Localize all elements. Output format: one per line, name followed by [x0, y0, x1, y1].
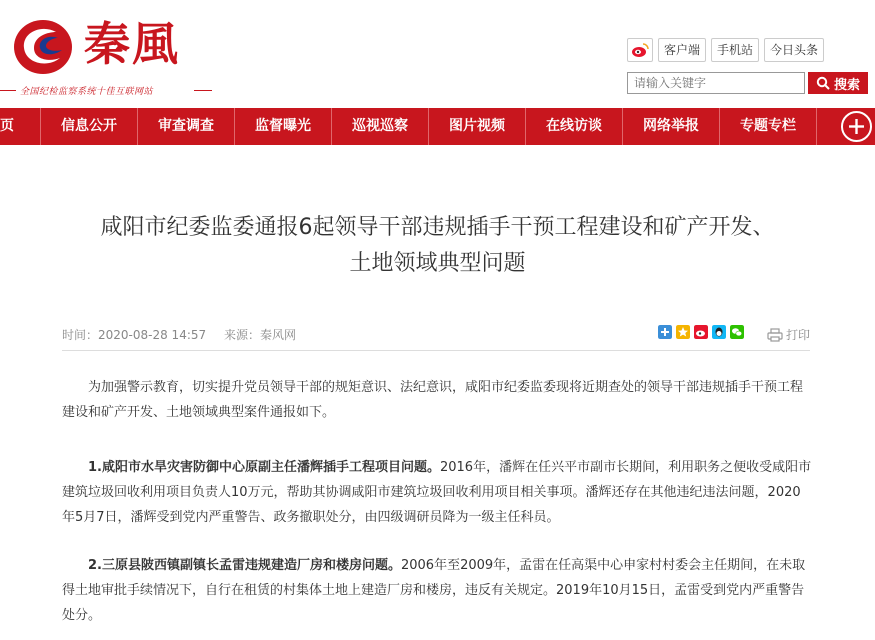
search-input[interactable]	[627, 72, 805, 94]
print-label: 打印	[786, 328, 811, 342]
article-title	[40, 210, 835, 282]
printer-icon	[767, 328, 783, 342]
article-time: 时间：2020-08-28 14:57	[62, 328, 207, 342]
top-link-mobile[interactable]: 手机站	[711, 38, 759, 62]
nav-item-interview[interactable]: 在线访谈	[546, 118, 602, 134]
article-source: 来源：秦风网	[223, 328, 296, 342]
weibo-icon	[631, 42, 649, 58]
share-qzone-icon[interactable]	[676, 325, 690, 339]
share-more-icon[interactable]	[658, 325, 672, 339]
nav-item-topics[interactable]: 专题专栏	[740, 118, 796, 134]
case2-heading: 2.三原县陂西镇副镇长孟雷违规建造厂房和楼房问题。	[88, 558, 401, 573]
article-meta	[62, 326, 310, 343]
top-link-client[interactable]: 客户端	[658, 38, 706, 62]
share-bar	[658, 325, 744, 339]
slogan	[0, 84, 215, 98]
nav-item-exposure[interactable]: 监督曝光	[255, 118, 311, 134]
nav-more-button[interactable]	[841, 111, 872, 142]
slogan-text: 全国纪检监察系统十佳互联网站	[20, 87, 154, 97]
case2-text: 2006年至2009年，孟雷在任高渠中心申家村村委会主任期间，在未取得土地审批手续情况下，自行在租赁的村集体土地上建造厂房和楼房，违反有关规定。2019年10月15日，孟雷受到党内严重警告处分。	[62, 558, 806, 623]
top-links	[627, 38, 824, 62]
article-title-line2: 土地领域典型问题	[349, 251, 526, 276]
logo-emblem-icon	[12, 18, 74, 76]
meta-divider	[62, 350, 810, 351]
nav-item-media[interactable]: 图片视频	[449, 118, 505, 134]
weibo-button[interactable]	[627, 38, 653, 62]
search-button-label: 搜索	[833, 77, 860, 93]
article-paragraph-intro: 为加强警示教育，切实提升党员领导干部的规矩意识、法纪意识，咸阳市纪委监委现将近期查处的领导干部违规插手干预工程建设和矿产开发、土地领域典型案件通报如下。	[62, 380, 804, 420]
plus-icon	[848, 118, 865, 135]
search-icon	[816, 76, 830, 90]
case1-text: 2016年，潘辉在任兴平市副市长期间，利用职务之便收受咸阳市建筑垃圾回收利用项目负责人10万元，帮助其协调咸阳市建筑垃圾回收利用项目相关事项。潘辉还存在其他违纪违法问题，2020年5月7日，潘辉受到党内严重警告、政务撤职处分，由四级调研员降为一级主任科员。	[62, 460, 812, 525]
nav-item-review[interactable]: 审查调查	[158, 118, 214, 134]
article-paragraph-case1	[62, 455, 812, 530]
nav-item-inspection[interactable]: 巡视巡察	[352, 118, 408, 134]
logo-wordmark: 秦風	[84, 17, 180, 71]
main-nav	[0, 108, 875, 145]
article-title-line1: 咸阳市纪委监委通报6起领导干部违规插手干预工程建设和矿产开发、	[100, 215, 775, 240]
article-paragraph-case2	[62, 553, 812, 628]
site-logo[interactable]	[8, 10, 208, 80]
nav-item-home[interactable]: 页	[0, 118, 14, 134]
share-wechat-icon[interactable]	[730, 325, 744, 339]
nav-item-info[interactable]: 信息公开	[61, 118, 117, 134]
nav-item-report[interactable]: 网络举报	[643, 118, 699, 134]
share-qq-icon[interactable]	[712, 325, 726, 339]
print-button[interactable]	[767, 326, 810, 343]
site-header	[0, 0, 875, 108]
top-link-toutiao[interactable]: 今日头条	[764, 38, 824, 62]
search-button[interactable]	[808, 72, 868, 94]
share-weibo-icon[interactable]	[694, 325, 708, 339]
case1-heading: 1.咸阳市水旱灾害防御中心原副主任潘辉插手工程项目问题。	[88, 460, 440, 475]
